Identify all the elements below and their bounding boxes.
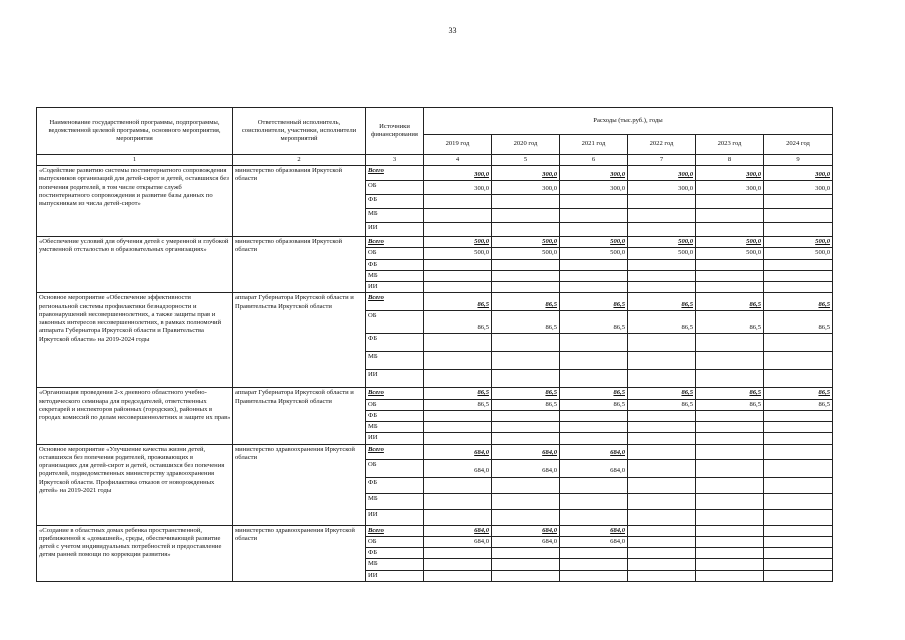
expense-value	[492, 195, 560, 209]
measure-executor: министерство образования Иркутской области	[233, 237, 366, 293]
expense-value	[492, 410, 560, 421]
expense-value	[424, 548, 492, 559]
funding-source: МБ	[366, 209, 424, 223]
funding-source: ФБ	[366, 195, 424, 209]
expense-value: 500,0	[560, 237, 628, 248]
expense-value: 86,5	[764, 388, 833, 399]
table-row	[37, 388, 833, 399]
expense-value: 86,5	[560, 399, 628, 410]
expense-value	[424, 352, 492, 370]
expense-value	[560, 259, 628, 270]
expense-value	[560, 334, 628, 352]
expense-value	[696, 477, 764, 493]
table-row	[37, 444, 833, 459]
expense-value: 684,0	[492, 536, 560, 547]
expense-value	[628, 223, 696, 237]
expense-value	[560, 570, 628, 581]
expense-value	[492, 433, 560, 444]
expense-value	[696, 444, 764, 459]
expense-value	[628, 433, 696, 444]
expense-value	[628, 410, 696, 421]
expense-value	[424, 270, 492, 281]
table-row	[37, 166, 833, 181]
expense-value	[628, 270, 696, 281]
expense-value: 86,5	[424, 293, 492, 311]
expense-value	[628, 509, 696, 525]
expense-value: 684,0	[424, 536, 492, 547]
funding-source: ОБ	[366, 181, 424, 195]
expense-value	[764, 509, 833, 525]
expense-value	[764, 493, 833, 509]
column-number: 6	[560, 155, 628, 166]
expense-value	[764, 570, 833, 581]
expense-value	[628, 525, 696, 536]
expense-value: 300,0	[560, 181, 628, 195]
measure-name: «Создание в областных домах ребенка пространственной, приближенной к «домашней», среды, обеспечивающей развитие детей с учетом индивидуальных потребностей и предоставление детям ранней помощи по коррекции развития»	[37, 525, 233, 581]
expense-value: 684,0	[424, 444, 492, 459]
expense-value	[560, 223, 628, 237]
table-row	[37, 237, 833, 248]
expense-value	[764, 433, 833, 444]
expense-value	[764, 459, 833, 477]
funding-source: ИИ	[366, 370, 424, 388]
expense-value	[628, 259, 696, 270]
expense-value: 300,0	[560, 166, 628, 181]
expense-value: 500,0	[424, 237, 492, 248]
measure-executor: аппарат Губернатора Иркутской области и Правительства Иркутской области	[233, 388, 366, 444]
expense-value: 300,0	[628, 166, 696, 181]
expense-value	[560, 282, 628, 293]
expense-value	[764, 444, 833, 459]
expense-value	[696, 433, 764, 444]
funding-source: ОБ	[366, 248, 424, 259]
expense-value	[764, 410, 833, 421]
expense-value: 86,5	[696, 311, 764, 334]
measure-executor: министерство здравоохранения Иркутской области	[233, 525, 366, 581]
expense-value	[560, 493, 628, 509]
expense-value: 86,5	[628, 388, 696, 399]
funding-source: ОБ	[366, 536, 424, 547]
expense-value	[696, 548, 764, 559]
expense-value: 300,0	[628, 181, 696, 195]
expense-value	[492, 548, 560, 559]
expense-value: 300,0	[764, 181, 833, 195]
expense-value: 86,5	[764, 311, 833, 334]
expense-value	[764, 259, 833, 270]
measure-executor: аппарат Губернатора Иркутской области и Правительства Иркутской области	[233, 293, 366, 388]
expense-value	[492, 493, 560, 509]
funding-source: ИИ	[366, 282, 424, 293]
measure-name: «Содействие развитию системы постинтернатного сопровождения выпускников организаций для детей-сирот и детей, оставшихся без попечения родителей, в том числе открытие служб постинтернатного сопровождения и развитие базы данных по выпускникам из числа детей-сирот»	[37, 166, 233, 237]
expense-value: 86,5	[560, 311, 628, 334]
expense-value	[764, 270, 833, 281]
expense-value	[560, 270, 628, 281]
column-number: 4	[424, 155, 492, 166]
expense-value	[764, 195, 833, 209]
expense-value	[764, 548, 833, 559]
expense-value	[424, 282, 492, 293]
expense-value	[424, 433, 492, 444]
measure-executor: министерство образования Иркутской области	[233, 166, 366, 237]
measure-name: «Организация проведения 2-х дневного областного учебно-методического семинара для председателей, ответственных секретарей и инспекторов районных (городских), районных в городах комиссий по делам несовершеннолетних и защите их прав»	[37, 388, 233, 444]
column-numbers-row	[37, 155, 833, 166]
expense-value	[764, 525, 833, 536]
expense-value: 86,5	[696, 293, 764, 311]
expense-value: 684,0	[424, 459, 492, 477]
column-number: 5	[492, 155, 560, 166]
measure-name: «Обеспечение условий для обучения детей с умеренной и глубокой умственной отсталостью в образовательных организациях»	[37, 237, 233, 293]
expense-value	[764, 559, 833, 570]
expense-value	[628, 493, 696, 509]
header-year: 2021 год	[560, 135, 628, 155]
expense-value: 86,5	[560, 293, 628, 311]
expense-value: 684,0	[424, 525, 492, 536]
expense-value	[696, 525, 764, 536]
expense-value	[424, 370, 492, 388]
funding-source: ФБ	[366, 334, 424, 352]
table-row	[37, 525, 833, 536]
funding-source: ФБ	[366, 410, 424, 421]
expense-value: 86,5	[628, 311, 696, 334]
expense-value	[492, 334, 560, 352]
expense-value	[492, 370, 560, 388]
expense-value: 86,5	[628, 293, 696, 311]
header-expenses: Расходы (тыс.руб.), годы	[424, 108, 833, 135]
table-row	[37, 293, 833, 311]
expense-value	[492, 259, 560, 270]
expense-value	[492, 352, 560, 370]
expense-value: 500,0	[628, 248, 696, 259]
funding-source: ОБ	[366, 311, 424, 334]
expense-value	[560, 433, 628, 444]
expense-value	[628, 195, 696, 209]
expense-value	[696, 570, 764, 581]
expense-value	[560, 410, 628, 421]
funding-source: Всего	[366, 388, 424, 399]
measure-name: Основное мероприятие «Обеспечение эффективности региональной системы профилактики безнадзорности и правонарушений несовершеннолетних, а также защиты прав и законных интересов несовершеннолетних, в рамках полномочий аппарата Губернатора Иркутской области и Правительства Иркутской области» на 2019-2024 годы	[37, 293, 233, 388]
column-number: 1	[37, 155, 233, 166]
expense-value	[628, 209, 696, 223]
expense-value	[696, 282, 764, 293]
expense-value	[696, 270, 764, 281]
expense-value: 500,0	[764, 237, 833, 248]
header-year: 2023 год	[696, 135, 764, 155]
expense-value: 684,0	[560, 459, 628, 477]
expense-value: 500,0	[424, 248, 492, 259]
expense-value	[764, 334, 833, 352]
column-number: 2	[233, 155, 366, 166]
expense-value	[492, 570, 560, 581]
funding-source: ФБ	[366, 548, 424, 559]
expense-value	[492, 223, 560, 237]
expense-value	[424, 493, 492, 509]
expense-value	[696, 509, 764, 525]
expense-value	[492, 559, 560, 570]
expense-value: 300,0	[424, 181, 492, 195]
funding-source: МБ	[366, 493, 424, 509]
header-year: 2022 год	[628, 135, 696, 155]
expense-value	[492, 209, 560, 223]
expense-value	[628, 422, 696, 433]
expense-value: 684,0	[492, 459, 560, 477]
expense-value: 86,5	[492, 399, 560, 410]
expense-value	[628, 370, 696, 388]
expense-value	[424, 422, 492, 433]
expense-value: 86,5	[764, 293, 833, 311]
expense-value	[560, 195, 628, 209]
expense-value	[696, 536, 764, 547]
expense-value: 86,5	[764, 399, 833, 410]
funding-source: Всего	[366, 166, 424, 181]
expense-value	[696, 370, 764, 388]
funding-source: Всего	[366, 444, 424, 459]
funding-source: Всего	[366, 237, 424, 248]
expense-value	[764, 282, 833, 293]
expense-value	[492, 509, 560, 525]
expense-value	[424, 570, 492, 581]
expense-value: 500,0	[560, 248, 628, 259]
expense-value: 500,0	[492, 248, 560, 259]
header-executor: Ответственный исполнитель, соисполнители, участники, исполнители мероприятий	[233, 108, 366, 155]
expense-value: 300,0	[492, 181, 560, 195]
expense-value: 684,0	[560, 536, 628, 547]
header-name: Наименование государственной программы, подпрограммы, ведомственной целевой программы, основного мероприятия, мероприятия	[37, 108, 233, 155]
funding-source: ИИ	[366, 509, 424, 525]
expense-value	[628, 559, 696, 570]
expense-value	[492, 282, 560, 293]
expense-value	[424, 559, 492, 570]
expense-value: 684,0	[560, 444, 628, 459]
expense-value	[492, 270, 560, 281]
funding-source: МБ	[366, 352, 424, 370]
expense-value	[560, 352, 628, 370]
expense-value	[764, 422, 833, 433]
table-body	[37, 166, 833, 582]
expense-value	[696, 209, 764, 223]
expense-value	[628, 548, 696, 559]
expense-value	[560, 477, 628, 493]
expense-value: 500,0	[696, 237, 764, 248]
expense-value	[696, 422, 764, 433]
funding-source: ОБ	[366, 459, 424, 477]
funding-source: МБ	[366, 270, 424, 281]
column-number: 7	[628, 155, 696, 166]
funding-source: ИИ	[366, 570, 424, 581]
expense-value	[424, 195, 492, 209]
expense-value	[696, 334, 764, 352]
funding-source: Всего	[366, 293, 424, 311]
funding-source: ФБ	[366, 259, 424, 270]
header-year: 2019 год	[424, 135, 492, 155]
expense-value: 300,0	[696, 181, 764, 195]
expense-value: 86,5	[492, 388, 560, 399]
funding-source: ОБ	[366, 399, 424, 410]
expense-value	[560, 548, 628, 559]
expense-value	[628, 459, 696, 477]
expense-value	[696, 259, 764, 270]
expense-value	[560, 422, 628, 433]
expense-value	[492, 422, 560, 433]
expense-value	[560, 559, 628, 570]
expense-value	[764, 223, 833, 237]
expense-value: 86,5	[424, 388, 492, 399]
expense-value: 86,5	[424, 399, 492, 410]
expense-value: 86,5	[696, 399, 764, 410]
expense-value	[628, 536, 696, 547]
measure-name: Основное мероприятие «Улучшение качества жизни детей, оставшихся без попечения родителей, проживающих в организациях для детей-сирот и детей, оставшихся без попечения родителей, подведомственных министерству здравоохранения Иркутской области. Профилактика отказов от новорожденных детей» на 2019-2021 годы	[37, 444, 233, 525]
expense-value	[628, 477, 696, 493]
expense-value	[424, 209, 492, 223]
expense-value	[628, 334, 696, 352]
expense-value	[424, 223, 492, 237]
expense-value	[696, 459, 764, 477]
expense-value: 500,0	[628, 237, 696, 248]
funding-source: ИИ	[366, 223, 424, 237]
expense-value: 684,0	[560, 525, 628, 536]
expense-value: 86,5	[560, 388, 628, 399]
expense-value: 86,5	[492, 311, 560, 334]
expense-value	[560, 370, 628, 388]
expense-value	[492, 477, 560, 493]
expense-value: 86,5	[424, 311, 492, 334]
funding-source: МБ	[366, 559, 424, 570]
expense-value: 300,0	[696, 166, 764, 181]
expense-value	[424, 410, 492, 421]
expense-value: 300,0	[492, 166, 560, 181]
page-number: 33	[448, 26, 457, 35]
expense-value	[424, 477, 492, 493]
expense-value: 86,5	[696, 388, 764, 399]
expense-value	[764, 209, 833, 223]
expense-value	[696, 352, 764, 370]
expense-value: 684,0	[492, 525, 560, 536]
expense-value	[424, 509, 492, 525]
expense-value: 500,0	[492, 237, 560, 248]
expense-value	[764, 477, 833, 493]
expense-value: 684,0	[492, 444, 560, 459]
expense-value	[764, 370, 833, 388]
expense-value	[628, 282, 696, 293]
expense-value	[628, 570, 696, 581]
funding-source: ФБ	[366, 477, 424, 493]
expense-value	[696, 410, 764, 421]
measure-executor: министерство здравоохранения Иркутской области	[233, 444, 366, 525]
expense-value	[696, 493, 764, 509]
expense-value	[424, 259, 492, 270]
expense-value: 500,0	[696, 248, 764, 259]
expense-value	[560, 509, 628, 525]
budget-table	[36, 107, 833, 582]
funding-source: Всего	[366, 525, 424, 536]
expense-value	[696, 559, 764, 570]
expense-value: 86,5	[628, 399, 696, 410]
expense-value: 500,0	[764, 248, 833, 259]
expense-value: 300,0	[424, 166, 492, 181]
funding-source: ИИ	[366, 433, 424, 444]
funding-source: МБ	[366, 422, 424, 433]
header-year: 2020 год	[492, 135, 560, 155]
expense-value	[764, 352, 833, 370]
column-number: 9	[764, 155, 833, 166]
expense-value	[696, 195, 764, 209]
expense-value	[628, 352, 696, 370]
column-number: 8	[696, 155, 764, 166]
expense-value: 300,0	[764, 166, 833, 181]
expense-value	[764, 536, 833, 547]
expense-value	[560, 209, 628, 223]
expense-value	[696, 223, 764, 237]
expense-value: 86,5	[492, 293, 560, 311]
header-year: 2024 год	[764, 135, 833, 155]
expense-value	[424, 334, 492, 352]
column-number: 3	[366, 155, 424, 166]
header-sources: Источники финансирования	[366, 108, 424, 155]
expense-value	[628, 444, 696, 459]
